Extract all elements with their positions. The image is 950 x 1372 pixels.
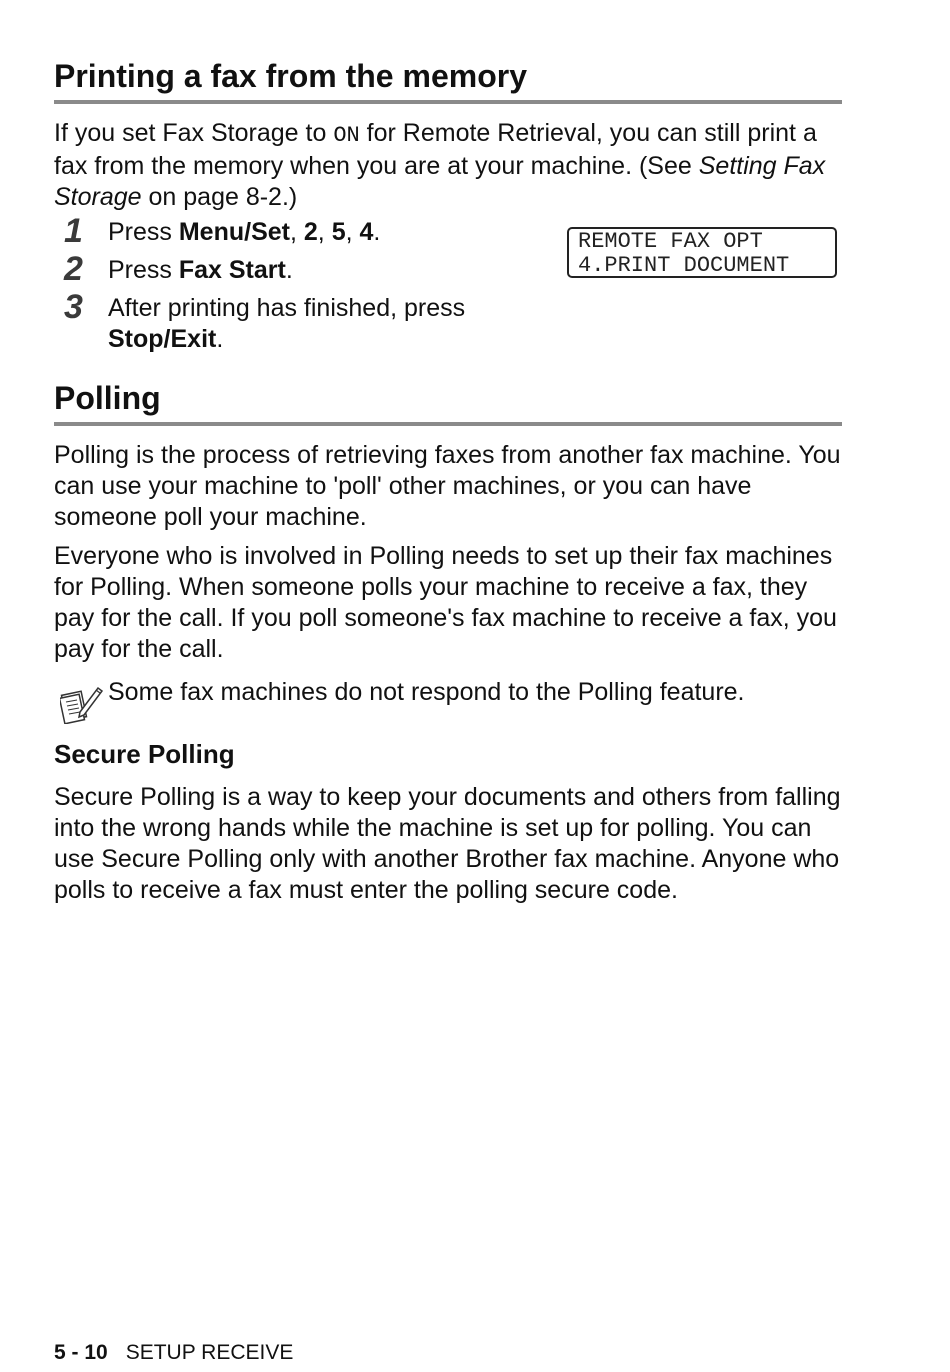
chapter-title: SETUP RECEIVE	[125, 1341, 294, 1364]
step-number: 3	[64, 288, 83, 326]
polling-paragraph-1: Polling is the process of retrieving faxes from another fax machine. You can use your machine to 'poll' other machines, or you can have someone poll your machine.	[54, 441, 841, 531]
subsection-title-secure-polling: Secure Polling	[54, 739, 235, 769]
step-text: Press Fax Start.	[108, 256, 293, 284]
secure-polling-paragraph: Secure Polling is a way to keep your documents and others from falling into the wrong hands while the machine is set up for polling. You can use Secure Polling only with another Brother fax machine. Anyone who polls to receive a fax must enter the polling secure code.	[54, 783, 841, 904]
lcd-display	[567, 227, 837, 278]
intro-text-1: If you set Fax Storage to	[54, 119, 334, 147]
intro-code: ON	[333, 123, 360, 148]
page-number: 5 - 10	[54, 1341, 108, 1364]
lcd-line-1: REMOTE FAX OPT	[578, 229, 763, 254]
intro-text-2: for Remote Retrieval, you can still print a fax from the memory when you are at your machine. (See	[54, 119, 817, 180]
step-text-line2: Stop/Exit.	[108, 325, 224, 353]
lcd-line-2: 4.PRINT DOCUMENT	[578, 253, 790, 278]
section-rule	[54, 422, 842, 426]
section-rule	[54, 100, 842, 104]
note-pencil-icon	[60, 684, 104, 724]
step-number: 1	[64, 212, 83, 250]
section-title-printing-fax: Printing a fax from the memory	[54, 58, 527, 94]
page-footer	[54, 1340, 293, 1366]
polling-paragraph-2: Everyone who is involved in Polling needs to set up their fax machines for Polling. When someone polls your machine to receive a fax, they pay for the call. If you poll someone's fax machine to receive a fax, you pay for the call.	[54, 542, 837, 663]
intro-text-3: on page 8-2.)	[141, 183, 298, 211]
step-text-line1: After printing has finished, press	[108, 294, 466, 322]
intro-reference: Setting Fax Storage	[54, 152, 826, 211]
section-title-polling: Polling	[54, 380, 161, 416]
note-text: Some fax machines do not respond to the Polling feature.	[108, 678, 745, 706]
intro-paragraph	[54, 118, 844, 213]
step-number: 2	[64, 250, 83, 288]
step-text: Press Menu/Set, 2, 5, 4.	[108, 218, 381, 246]
